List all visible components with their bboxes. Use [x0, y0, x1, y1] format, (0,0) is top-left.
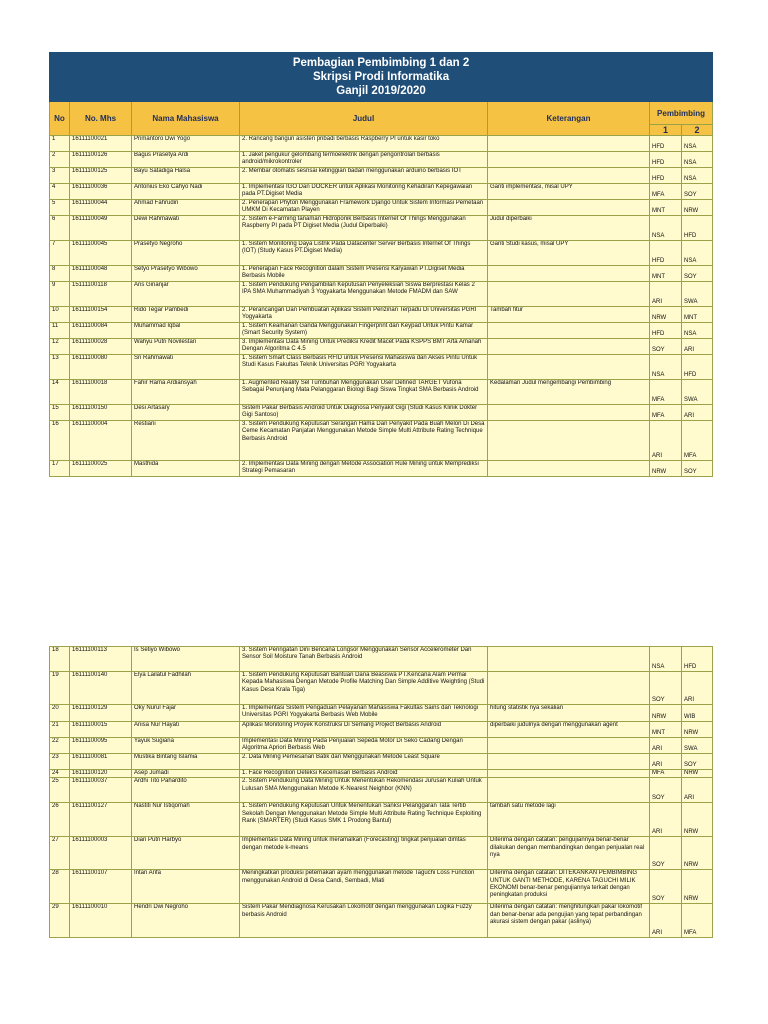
thesis-title: 2. Membar otomatis sesnsai ketinggian badan menggunakan arduino berbasis IOT — [240, 168, 488, 184]
table-body-1 — [50, 136, 713, 477]
supervisor-2: WIB — [682, 705, 713, 722]
supervisor-1: MNT — [650, 266, 682, 282]
supervisor-1: SOY — [650, 837, 682, 870]
thesis-title: 2. Sistem e-Farming tanaman Hidroponik Berbasis Internet Of Things Menggunakan Raspberry PI pada PT Digiset Media (Judul Diperbaiki) — [240, 216, 488, 241]
col-header-keterangan: Keterangan — [488, 102, 650, 136]
supervisor-2: SWA — [682, 282, 713, 307]
thesis-title: Sistem Pakar Berbasis Android Untuk Diagnosa Penyakit Gigi (Studi Kasus Klinik Dokter Gigi Santoso) — [240, 405, 488, 421]
student-name: Asep Jumadi — [132, 770, 240, 778]
supervisor-2: SWA — [682, 738, 713, 754]
table-row — [50, 323, 713, 339]
row-no: 7 — [50, 241, 70, 266]
supervisor-table-part1 — [49, 52, 713, 477]
row-no: 3 — [50, 168, 70, 184]
thesis-title: 1. Sistem Pendukung Keputusan Untuk Menentukan Sanksi Pelanggaran Tata Tertib Sekolah Dengan Menggunakan Metode Simple Multi Attribute Rating Technique Exploiting Rank (SMARTER) (Studi Kasus SMK 1 Prodong Bantul) — [240, 803, 488, 837]
thesis-title: 3. Sistem Peringatan Dini Bencana Longsor Menggunakan Sensor Accelerometer Dan Sensor Soil Moisture Tanah Berbasis Android — [240, 647, 488, 672]
supervisor-2: SOY — [682, 266, 713, 282]
col-header-pembimbing: Pembimbing — [650, 102, 713, 125]
note — [488, 282, 650, 307]
col-header-nim: No. Mhs — [70, 102, 132, 136]
table-row — [50, 672, 713, 705]
student-name: Rido Tegar Pambedi — [132, 307, 240, 323]
supervisor-1: NSA — [650, 647, 682, 672]
supervisor-2: ARI — [682, 405, 713, 421]
supervisor-2: ARI — [682, 778, 713, 803]
student-number: 16111100125 — [70, 168, 132, 184]
note — [488, 672, 650, 705]
supervisor-1: ARI — [650, 421, 682, 461]
student-number: 16111100129 — [70, 705, 132, 722]
supervisor-2: NSA — [682, 168, 713, 184]
supervisor-1: SOY — [650, 778, 682, 803]
title-line-1: Pembagian Pembimbing 1 dan 2 — [292, 57, 470, 69]
row-no: 20 — [50, 705, 70, 722]
student-number: 16111100154 — [70, 307, 132, 323]
row-no: 27 — [50, 837, 70, 870]
supervisor-1: NSA — [650, 216, 682, 241]
note — [488, 323, 650, 339]
supervisor-1: ARI — [650, 803, 682, 837]
note: Tambah fitur — [488, 307, 650, 323]
student-name: Dian Putri Harbyo — [132, 837, 240, 870]
student-name: Wahyu Putri Novilestari — [132, 339, 240, 355]
row-no: 23 — [50, 754, 70, 770]
note: Ganti implementasi, misal UPY — [488, 184, 650, 200]
thesis-title: 1. Sistem Smart Class Berbasis RFID untuk Presensi Mahasiswa dan Akses Pintu Untuk Studi Kasus Fakultas Teknik Universitas PGRI Yogyakarta — [240, 355, 488, 380]
row-no: 5 — [50, 200, 70, 216]
student-name: Mustika Bintang Islamia — [132, 754, 240, 770]
table-row — [50, 754, 713, 770]
row-no: 25 — [50, 778, 70, 803]
table-row — [50, 770, 713, 778]
row-no: 2 — [50, 152, 70, 168]
student-name: Setyo Prasetyo Wibowo — [132, 266, 240, 282]
thesis-title: 1. Augmented Reality Sel Tumbuhan Menggunakan User Defined TARGET Vuforia Sebagai Penunjang Mata Pelanggaran Biologi Bagi Siswa Tingkat SMA Berbasis Android — [240, 380, 488, 405]
supervisor-1: MFA — [650, 380, 682, 405]
student-name: Is Setiyo Wibowo — [132, 647, 240, 672]
row-no: 10 — [50, 307, 70, 323]
student-name: Dewi Rahmawati — [132, 216, 240, 241]
row-no: 16 — [50, 421, 70, 461]
row-no: 6 — [50, 216, 70, 241]
supervisor-1: MNT — [650, 200, 682, 216]
student-name: Elya Lailatul Fadhilah — [132, 672, 240, 705]
thesis-title: 1. Penerapan Face Recognition dalam Sistem Presensi Karyawan PT.Digiset Media Berbasis Mobile — [240, 266, 488, 282]
title-line-3: Ganjil 2019/2020 — [336, 85, 426, 97]
student-name: Desi Artasary — [132, 405, 240, 421]
student-number: 16111100049 — [70, 216, 132, 241]
student-number: 16111100044 — [70, 200, 132, 216]
thesis-title: 2. Sistem Pendukung Data Mining Untuk Menentukan Rekomendasi Jurusan Kuliah Untuk Lulusan SMA Menggunakan Metode K-Nearest Neighbor (KNN) — [240, 778, 488, 803]
supervisor-1: HFD — [650, 136, 682, 152]
supervisor-1: ARI — [650, 738, 682, 754]
note — [488, 754, 650, 770]
student-number: 16111100018 — [70, 380, 132, 405]
table-row — [50, 803, 713, 837]
supervisor-1: ARI — [650, 904, 682, 938]
supervisor-1: ARI — [650, 282, 682, 307]
supervisor-1: MFA — [650, 184, 682, 200]
col-header-pembimbing-2: 2 — [682, 125, 713, 136]
supervisor-1: ARI — [650, 754, 682, 770]
note — [488, 778, 650, 803]
supervisor-2: SOY — [682, 184, 713, 200]
student-name: Masthida — [132, 461, 240, 477]
note: Judul diperbaiki — [488, 216, 650, 241]
col-header-pembimbing-1: 1 — [650, 125, 682, 136]
supervisor-1: HFD — [650, 241, 682, 266]
supervisor-2: NRW — [682, 803, 713, 837]
student-name: Restiani — [132, 421, 240, 461]
table-row — [50, 421, 713, 461]
table-row — [50, 722, 713, 738]
thesis-title: Implementasi Data Mining untuk meramalkan (Forecasting) tingkat penjualan dimtas dengan metode k-means — [240, 837, 488, 870]
thesis-title: 1. Jaket pengukur gelombang termoelektrik dengan pengontrolan berbasis android/mikrokontroler — [240, 152, 488, 168]
supervisor-2: NSA — [682, 241, 713, 266]
student-name: Nastiti Nur Istiqomah — [132, 803, 240, 837]
supervisor-2: NRW — [682, 870, 713, 904]
student-number: 16111100081 — [70, 754, 132, 770]
row-no: 15 — [50, 405, 70, 421]
table-row — [50, 184, 713, 200]
supervisor-2: SWA — [682, 380, 713, 405]
row-no: 13 — [50, 355, 70, 380]
thesis-title: Meningkatkan produksi peternakan ayam menggunakan metode Taguchi Loss Function menggunakan Android di Desa Candi, Sembadi, Mlati — [240, 870, 488, 904]
title-line-2: Skripsi Prodi Informatika — [312, 71, 450, 83]
thesis-title: 1. Implementasi IGO Dan DOCKER untuk Aplikasi Monitoring Kehadiran Kepegawaian pada PT.Digiset Media — [240, 184, 488, 200]
note — [488, 647, 650, 672]
student-name: Anisa Nur Hayati — [132, 722, 240, 738]
student-number: 16111100150 — [70, 405, 132, 421]
student-name: Intan Arifa — [132, 870, 240, 904]
table-row — [50, 355, 713, 380]
thesis-title: 3. Implementasi Data Mining Untuk Prediksi Kredit Macet Pada KSPPS BMT Arta Amanah Dengan Algoritma C 4.5 — [240, 339, 488, 355]
thesis-title: Aplikasi Monitoring Proyek Konstruksi Di Semang Project Berbasis Android — [240, 722, 488, 738]
note: hitung statistik nya sekalian — [488, 705, 650, 722]
page-title — [50, 53, 713, 102]
note: diperbaiki judulnya dengan menggunakan agent — [488, 722, 650, 738]
student-number: 16111100028 — [70, 339, 132, 355]
row-no: 12 — [50, 339, 70, 355]
supervisor-1: SOY — [650, 672, 682, 705]
table-row — [50, 461, 713, 477]
supervisor-2: SOY — [682, 461, 713, 477]
row-no: 21 — [50, 722, 70, 738]
note — [488, 770, 650, 778]
col-header-nama: Nama Mahasiswa — [132, 102, 240, 136]
thesis-title: Sistem Pakar Mendiagnosa Kerusakan Lokomotif dengan menggunakan Logika Fuzzy berbasis Android — [240, 904, 488, 938]
student-number: 16111100025 — [70, 461, 132, 477]
student-name: Fahir Rama Ardiansyah — [132, 380, 240, 405]
supervisor-1: NRW — [650, 705, 682, 722]
student-number: 16111100037 — [70, 778, 132, 803]
supervisor-1: HFD — [650, 152, 682, 168]
student-number: 16111100140 — [70, 672, 132, 705]
supervisor-2: NSA — [682, 152, 713, 168]
supervisor-table-part2 — [49, 646, 713, 938]
thesis-title: 2. Implementasi Data Mining dengan Metode Association Rule Mining untuk Memprediksi Strategi Pemasaran — [240, 461, 488, 477]
note — [488, 355, 650, 380]
note: Ganti Studi kasus, misal UPY — [488, 241, 650, 266]
col-header-no: No — [50, 102, 70, 136]
student-number: 16111100107 — [70, 870, 132, 904]
supervisor-2: HFD — [682, 355, 713, 380]
student-name: Hendri Dwi Negroho — [132, 904, 240, 938]
row-no: 14 — [50, 380, 70, 405]
supervisor-2: NRW — [682, 200, 713, 216]
student-number: 16111100126 — [70, 152, 132, 168]
student-name: Yayuk Sugiana — [132, 738, 240, 754]
table-row — [50, 152, 713, 168]
supervisor-2: HFD — [682, 647, 713, 672]
supervisor-2: NRW — [682, 770, 713, 778]
student-name: Aris Ginanjar — [132, 282, 240, 307]
supervisor-2: NRW — [682, 722, 713, 738]
note: tambah satu metode lagi — [488, 803, 650, 837]
thesis-title: 1. Implementasi Sistem Pengaduan Pelayanan Mahasiswa Fakultas Sains dan Teknologi Universitas PGRI Yogyakarta Berbasis Web Mobile — [240, 705, 488, 722]
thesis-title: Implementasi Data Mining Pada Penjualan Sepeda Motor Di Seko Cadang Dengan Algoritma Apriori Berbasis Web — [240, 738, 488, 754]
student-number: 16111100036 — [70, 184, 132, 200]
student-number: 16111100021 — [70, 136, 132, 152]
row-no: 9 — [50, 282, 70, 307]
student-number: 16111100048 — [70, 266, 132, 282]
row-no: 28 — [50, 870, 70, 904]
student-number: 16111100084 — [70, 323, 132, 339]
student-name: Antonius Eko Cahyo Nadi — [132, 184, 240, 200]
note — [488, 152, 650, 168]
table-row — [50, 282, 713, 307]
row-no: 8 — [50, 266, 70, 282]
supervisor-2: ARI — [682, 672, 713, 705]
supervisor-1: NSA — [650, 355, 682, 380]
thesis-title: 2. Data Mining Pemesanan Batik dan Menggunakan Metode Least Square — [240, 754, 488, 770]
table-row — [50, 778, 713, 803]
supervisor-1: NRW — [650, 461, 682, 477]
student-name: Ahmad Fahrudin — [132, 200, 240, 216]
table-row — [50, 837, 713, 870]
student-name: Sri Rahmawati — [132, 355, 240, 380]
note — [488, 136, 650, 152]
table-row — [50, 647, 713, 672]
note — [488, 461, 650, 477]
row-no: 29 — [50, 904, 70, 938]
supervisor-2: MFA — [682, 904, 713, 938]
supervisor-2: MFA — [682, 421, 713, 461]
note: Diterima dengan catatan: pengujiannya benar-benar dilakukan dengan membandingkan dengan penjualan real nya — [488, 837, 650, 870]
row-no: 4 — [50, 184, 70, 200]
student-name: Primantoro Dwi Yogo — [132, 136, 240, 152]
row-no: 1 — [50, 136, 70, 152]
student-number: 15111100118 — [70, 282, 132, 307]
thesis-title: 2. Perancangan Dan Pembuatan Aplikasi Sistem Perizinan Terpadu Di Universitas PGRI Yogyakarta — [240, 307, 488, 323]
row-no: 24 — [50, 770, 70, 778]
student-number: 16111100113 — [70, 647, 132, 672]
table-row — [50, 216, 713, 241]
supervisor-2: ARI — [682, 339, 713, 355]
supervisor-2: NSA — [682, 323, 713, 339]
student-name: Bagus Prasetya Ardi — [132, 152, 240, 168]
row-no: 19 — [50, 672, 70, 705]
supervisor-1: HFD — [650, 168, 682, 184]
supervisor-1: SOY — [650, 339, 682, 355]
table-row — [50, 339, 713, 355]
col-header-judul: Judul — [240, 102, 488, 136]
thesis-title: 1. Face Recognition Deteksi Kecemasan Berbasis Android — [240, 770, 488, 778]
supervisor-2: HFD — [682, 216, 713, 241]
table-body-2 — [50, 647, 713, 938]
table-row — [50, 307, 713, 323]
note — [488, 405, 650, 421]
student-name: Bayu Satadiga Halsa — [132, 168, 240, 184]
supervisor-1: MFA — [650, 770, 682, 778]
note — [488, 738, 650, 754]
student-name: Prasetyo Negroho — [132, 241, 240, 266]
thesis-title: 2. Rancang bangun asisten pribadi berbasis Raspberry PI untuk kasir toko — [240, 136, 488, 152]
supervisor-2: NRW — [682, 837, 713, 870]
note: Diterima dengan catatan: menghitungkan pakar lokomotif dan benar-benar ada pengujian yang tepat perbandingan akurasi sistem dengan pakar (aslinya) — [488, 904, 650, 938]
supervisor-1: NRW — [650, 307, 682, 323]
student-name: Oky Nurul Fajar — [132, 705, 240, 722]
table-row — [50, 405, 713, 421]
thesis-title: 3. Sistem Pendukung Keputusan Serangan Hama Dan Penyakit Pada Buah Melon Di Desa Ceme Kecamatan Panjatan Menggunakan Metode Simple Multi Attribute Rating Technique Berbasis Android — [240, 421, 488, 461]
note — [488, 421, 650, 461]
student-number: 16111100045 — [70, 241, 132, 266]
table-row — [50, 738, 713, 754]
table-row — [50, 380, 713, 405]
note — [488, 200, 650, 216]
note — [488, 339, 650, 355]
student-number: 16111100095 — [70, 738, 132, 754]
row-no: 22 — [50, 738, 70, 754]
row-no: 11 — [50, 323, 70, 339]
student-number: 16111100003 — [70, 837, 132, 870]
thesis-title: 1. Sistem Pendukung Keputusan Bantuan Dana Beasiswa PT.Kencana Alam Permai Kepada Mahasiswa Dengan Metode Profile Matching Dan Simple Additive Weighting (Studi Kasus Desa Krala Tiga) — [240, 672, 488, 705]
table-row — [50, 200, 713, 216]
supervisor-2: NSA — [682, 136, 713, 152]
supervisor-1: SOY — [650, 870, 682, 904]
thesis-title: 1. Sistem Monitoring Daya Listrik Pada Datacenter Server Berbasis Internet Of Things (IOT) (Study Kasus PT.Digiset Media) — [240, 241, 488, 266]
note: Diterima dengan catatan: DITEKANKAN PEMBIMBING UNTUK GANTI METHODE, KARENA TAGUCHI MILIK EKONOMI benar-benar pengujiannya terkait dengan peningkatan produksi — [488, 870, 650, 904]
student-number: 16111100015 — [70, 722, 132, 738]
table-row — [50, 705, 713, 722]
supervisor-1: MNT — [650, 722, 682, 738]
table-row — [50, 266, 713, 282]
supervisor-1: MFA — [650, 405, 682, 421]
student-name: Ardhi Tito Pahardito — [132, 778, 240, 803]
student-name: Muhammad Iqbal — [132, 323, 240, 339]
table-row — [50, 870, 713, 904]
supervisor-1: HFD — [650, 323, 682, 339]
note — [488, 168, 650, 184]
thesis-title: 1. Sistem Keamanan Ganda Menggunakan Fingerprint dan Keypad Untuk Pintu Kamar (Smart Security System) — [240, 323, 488, 339]
table-row — [50, 136, 713, 152]
student-number: 16111100010 — [70, 904, 132, 938]
row-no: 18 — [50, 647, 70, 672]
supervisor-2: MNT — [682, 307, 713, 323]
thesis-title: 1. Sistem Pendukung Pengambilan Keputusan Penyeleksian Siswa Berprestasi Kelas 2 IPA SMA Muhammadiyah 3 Yogyakarta Menggunakan Metode FMADM dan SAW — [240, 282, 488, 307]
table-row — [50, 904, 713, 938]
thesis-title: 2. Penerapan Phyton Menggunakan Framework Django Untuk Sistem Informasi Pemetaan UMKM Di Kecamatan Playen — [240, 200, 488, 216]
student-number: 16111100080 — [70, 355, 132, 380]
note: Kedalaman Judul mengembangi Pembimbing — [488, 380, 650, 405]
table-row — [50, 241, 713, 266]
note — [488, 266, 650, 282]
row-no: 17 — [50, 461, 70, 477]
student-number: 16111100004 — [70, 421, 132, 461]
table-row — [50, 168, 713, 184]
student-number: 16111100127 — [70, 803, 132, 837]
student-number: 16111100120 — [70, 770, 132, 778]
row-no: 26 — [50, 803, 70, 837]
supervisor-2: SOY — [682, 754, 713, 770]
